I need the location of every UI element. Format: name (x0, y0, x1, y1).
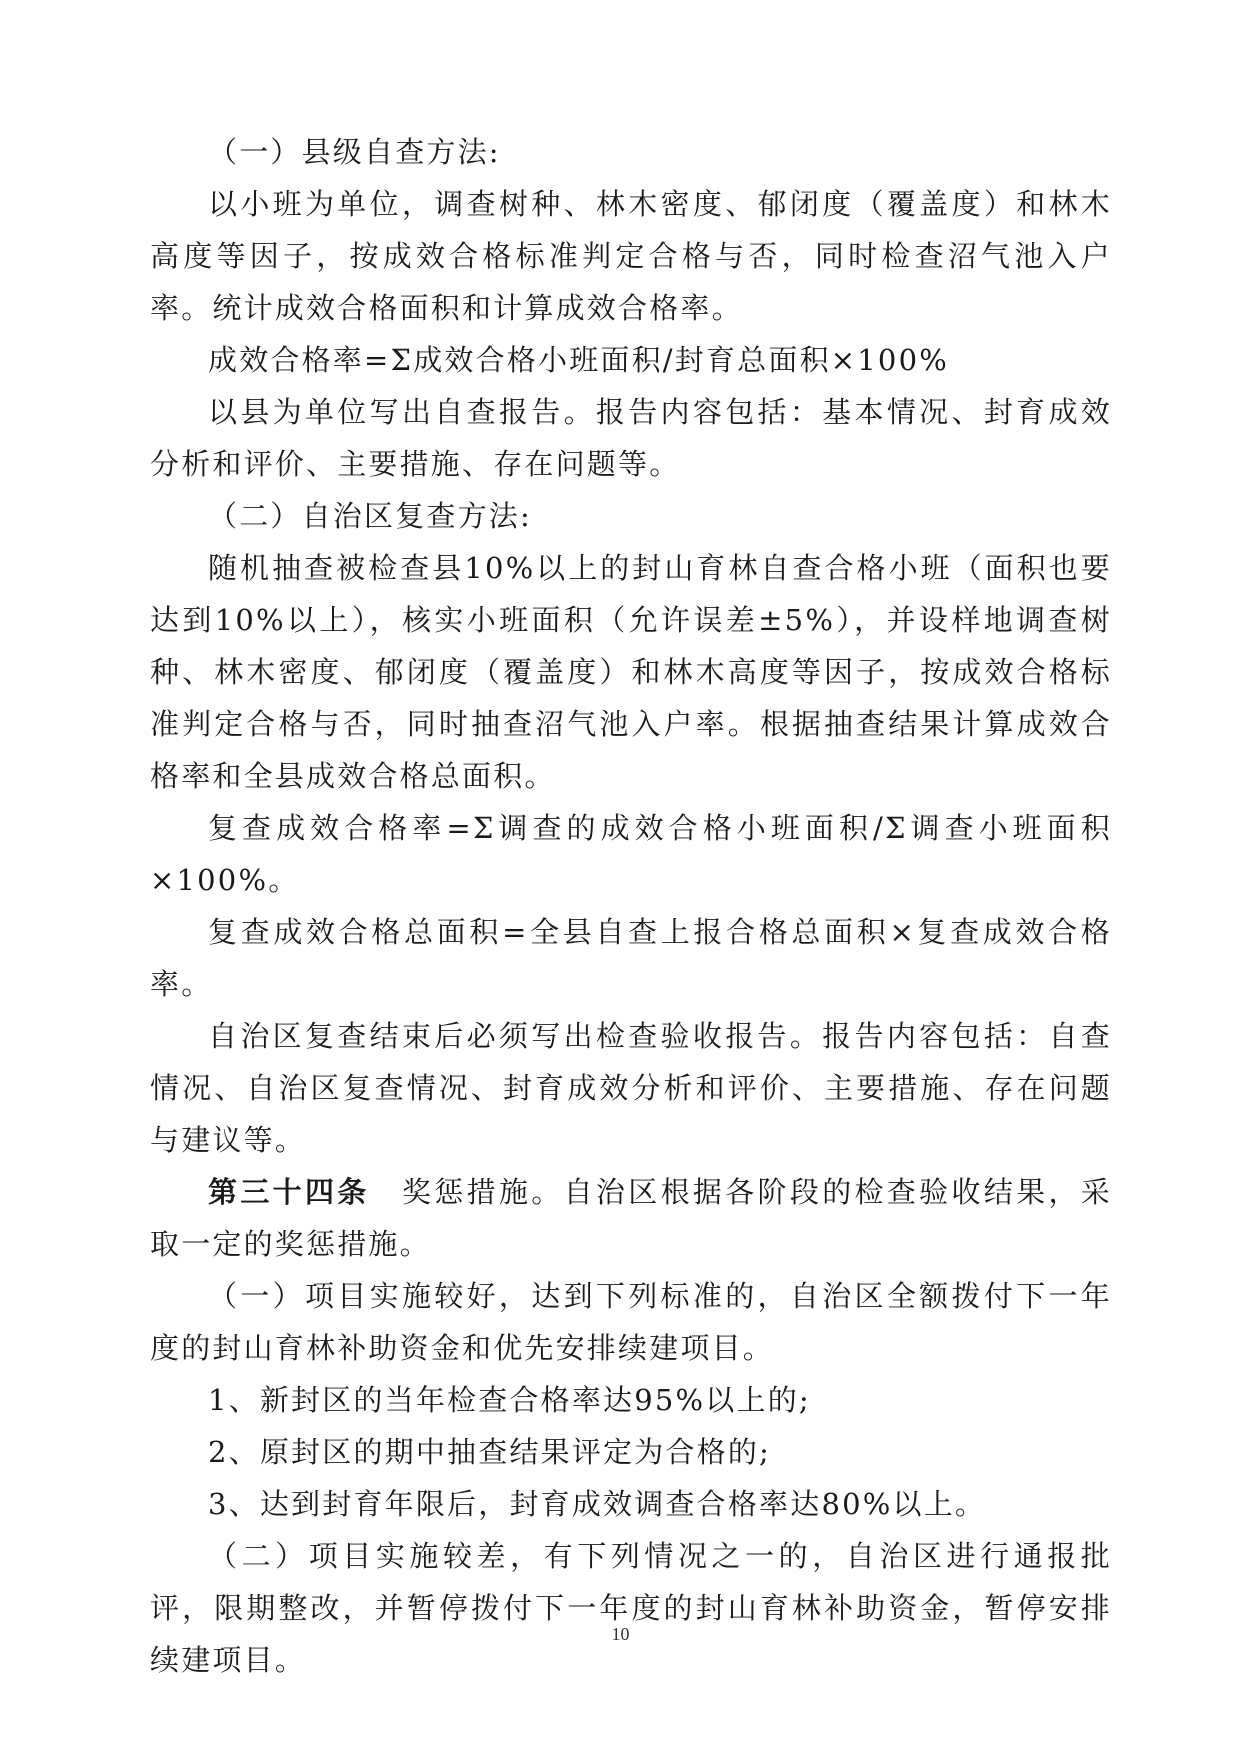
article-text: 奖惩措施。自治区根据各阶段的检查验收结果，采取一定的奖惩措施。 (150, 1175, 1112, 1261)
list-item-3: 3、达到封育年限后，封育成效调查合格率达80%以上。 (208, 1487, 987, 1521)
paragraph-recheck-method: 随机抽查被检查县10%以上的封山育林自查合格小班（面积也要达到10%以上），核实小班面积（允许误差±5%），并设样地调查树种、林木密度、郁闭度（覆盖度）和林木高度等因子，按成效合格标准判定合格与否，同时抽查沼气池入户率。根据抽查结果计算成效合格率和全县成效合格总面积。 (150, 551, 1112, 793)
heading-region-recheck: （二）自治区复查方法: (208, 499, 532, 533)
heading-county-self-check: （一）县级自查方法: (208, 135, 501, 169)
paragraph-recheck-report: 自治区复查结束后必须写出检查验收报告。报告内容包括：自查情况、自治区复查情况、封育成效分析和评价、主要措施、存在问题与建议等。 (150, 1019, 1112, 1157)
document-body (150, 126, 1112, 1686)
paragraph-self-check-method: 以小班为单位，调查树种、林木密度、郁闭度（覆盖度）和林木高度等因子，按成效合格标准判定合格与否，同时检查沼气池入户率。统计成效合格面积和计算成效合格率。 (150, 187, 1112, 325)
paragraph-penalty-conditions: （二）项目实施较差，有下列情况之一的，自治区进行通报批评，限期整改，并暂停拨付下一年度的封山育林补助资金，暂停安排续建项目。 (150, 1539, 1112, 1677)
paragraph-article-34 (150, 1166, 1112, 1270)
paragraph-self-check-report: 以县为单位写出自查报告。报告内容包括：基本情况、封育成效分析和评价、主要措施、存在问题等。 (150, 395, 1112, 481)
page-number: 10 (611, 1624, 630, 1644)
formula-recheck-pass-rate: 复查成效合格率=Σ调查的成效合格小班面积/Σ调查小班面积×100%。 (150, 811, 1112, 897)
formula-recheck-total-area: 复查成效合格总面积=全县自查上报合格总面积×复查成效合格率。 (150, 915, 1112, 1001)
formula-pass-rate: 成效合格率=Σ成效合格小班面积/封育总面积×100% (208, 343, 949, 377)
list-item-1: 1、新封区的当年检查合格率达95%以上的; (208, 1383, 811, 1417)
paragraph-reward-conditions: （一）项目实施较好，达到下列标准的，自治区全额拨付下一年度的封山育林补助资金和优先安排续建项目。 (150, 1279, 1112, 1365)
article-number: 第三十四条 (208, 1175, 370, 1209)
list-item-2: 2、原封区的期中抽查结果评定为合格的; (208, 1435, 772, 1469)
